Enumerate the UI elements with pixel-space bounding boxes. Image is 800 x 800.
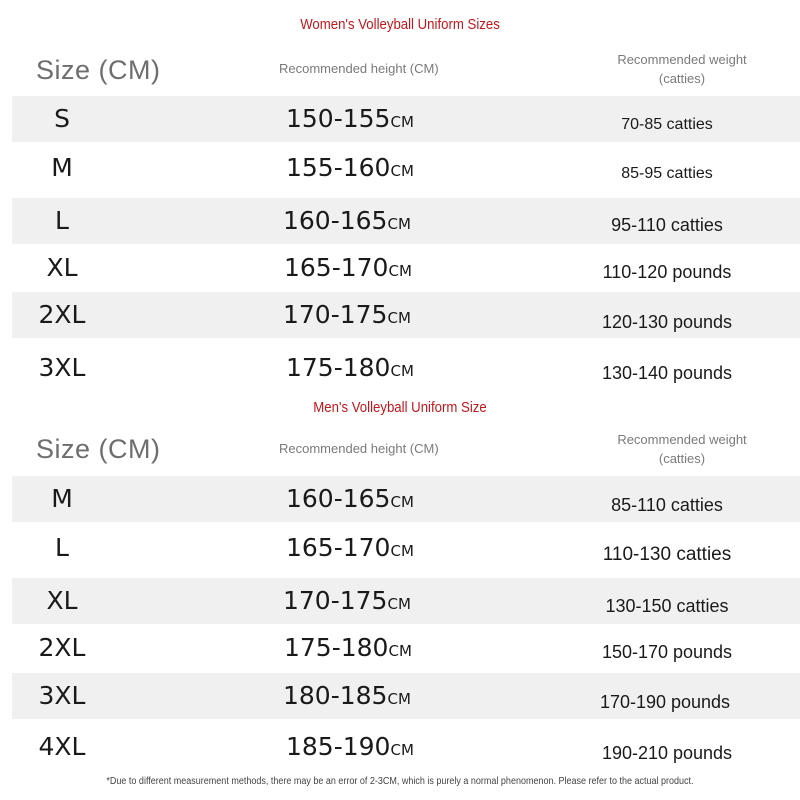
- men-header-weight: [592, 430, 772, 468]
- men-header-height: Recommended height (CM): [279, 441, 439, 456]
- weight-cell: 85-95 catties: [621, 165, 713, 182]
- height-value: 160-165: [286, 484, 391, 513]
- men-row-4: [12, 673, 800, 719]
- height-cell: [284, 245, 412, 294]
- footnote: *Due to different measurement methods, there may be an error of 2-3CM, which is purely a normal phenomenon. Please refer to the actual product.: [106, 776, 694, 787]
- height-unit: CM: [387, 690, 411, 708]
- women-header-weight-line2: (catties): [658, 71, 706, 86]
- height-cell: [283, 578, 411, 627]
- women-row-4: [12, 292, 800, 338]
- weight-cell: 110-120 pounds: [602, 262, 732, 282]
- women-header-weight-line1: Recommended weight: [617, 52, 747, 67]
- height-value: 165-170: [286, 533, 391, 562]
- height-cell: [286, 525, 414, 574]
- height-cell: [283, 673, 411, 722]
- height-cell: [286, 96, 414, 145]
- women-header-height: Recommended height (CM): [279, 61, 439, 76]
- height-cell: [283, 198, 411, 247]
- height-cell: [286, 345, 414, 394]
- height-value: 170-175: [283, 300, 388, 329]
- men-section-title: Men's Volleyball Uniform Size: [313, 399, 487, 416]
- height-unit: CM: [387, 595, 411, 613]
- size-cell: 2XL: [38, 300, 86, 329]
- weight-cell: 95-110 catties: [611, 215, 723, 235]
- size-cell: XL: [46, 253, 78, 282]
- weight-cell: 150-170 pounds: [601, 642, 733, 662]
- size-cell: S: [54, 104, 70, 133]
- height-cell: [286, 145, 414, 194]
- height-unit: CM: [387, 309, 411, 327]
- weight-cell: 130-150 catties: [605, 596, 729, 616]
- weight-cell: 85-110 catties: [611, 495, 723, 515]
- height-unit: CM: [387, 215, 411, 233]
- height-unit: CM: [390, 113, 414, 131]
- height-unit: CM: [390, 362, 414, 380]
- women-row-3: [12, 245, 800, 291]
- size-cell: L: [55, 533, 69, 562]
- size-cell: XL: [46, 586, 78, 615]
- weight-cell: 110-130 catties: [602, 544, 732, 565]
- height-unit: CM: [390, 741, 414, 759]
- height-value: 180-185: [283, 681, 388, 710]
- size-cell: 3XL: [38, 681, 86, 710]
- height-value: 175-180: [286, 353, 391, 382]
- height-unit: CM: [390, 542, 414, 560]
- women-section-title: Women's Volleyball Uniform Sizes: [300, 16, 500, 33]
- men-header-size: Size (CM): [36, 434, 161, 464]
- size-cell: M: [51, 484, 73, 513]
- men-header-weight-line2: (catties): [658, 451, 706, 466]
- height-value: 185-190: [286, 732, 391, 761]
- weight-cell: 70-85 catties: [621, 116, 713, 133]
- men-row-0: [12, 476, 800, 522]
- men-row-2: [12, 578, 800, 624]
- men-row-5: [12, 724, 800, 770]
- weight-cell: 190-210 pounds: [601, 743, 733, 763]
- size-cell: M: [51, 153, 73, 182]
- height-cell: [283, 292, 411, 341]
- weight-cell: 130-140 pounds: [601, 363, 733, 383]
- height-value: 175-180: [284, 633, 389, 662]
- size-cell: 3XL: [38, 353, 86, 382]
- height-value: 150-155: [286, 104, 391, 133]
- size-cell: 2XL: [38, 633, 86, 662]
- size-cell: 4XL: [38, 732, 86, 761]
- height-unit: CM: [388, 642, 412, 660]
- size-cell: L: [55, 206, 69, 235]
- weight-cell: 170-190 pounds: [599, 692, 731, 712]
- women-row-2: [12, 198, 800, 244]
- men-row-1: [12, 525, 800, 571]
- women-row-5: [12, 345, 800, 391]
- height-value: 165-170: [284, 253, 389, 282]
- height-unit: CM: [390, 493, 414, 511]
- height-cell: [284, 625, 412, 674]
- weight-cell: 120-130 pounds: [601, 312, 733, 332]
- men-row-3: [12, 625, 800, 671]
- height-value: 170-175: [283, 586, 388, 615]
- height-cell: [286, 724, 414, 773]
- height-unit: CM: [390, 162, 414, 180]
- height-value: 155-160: [286, 153, 391, 182]
- women-header-weight: [592, 50, 772, 88]
- women-row-1: [12, 145, 800, 191]
- women-header-size: Size (CM): [36, 55, 161, 85]
- men-header-weight-line1: Recommended weight: [617, 432, 747, 447]
- height-value: 160-165: [283, 206, 388, 235]
- women-row-0: [12, 96, 800, 142]
- height-cell: [286, 476, 414, 525]
- height-unit: CM: [388, 262, 412, 280]
